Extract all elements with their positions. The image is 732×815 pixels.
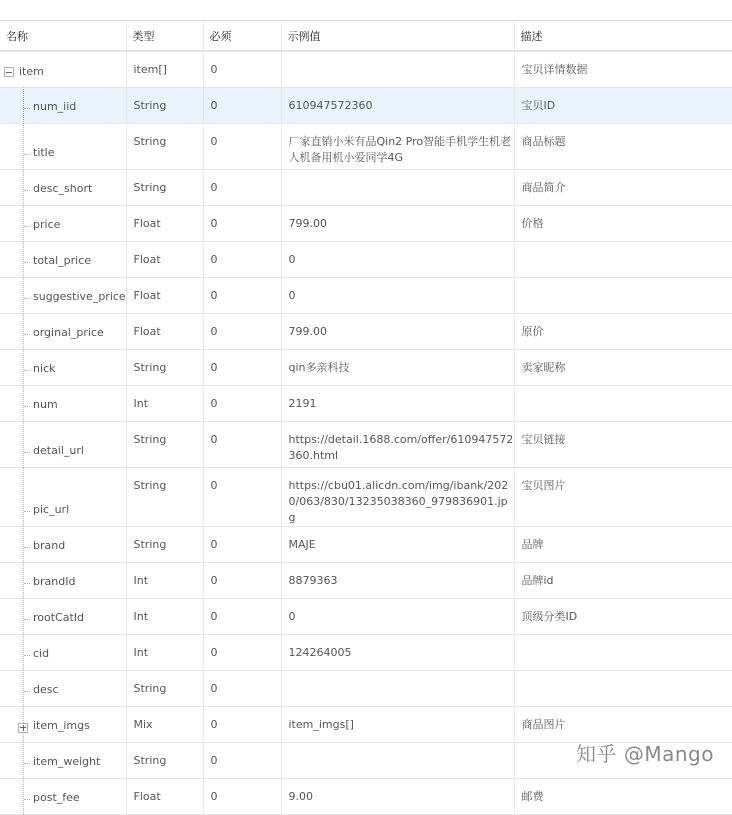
api-params-table [0, 20, 732, 815]
table-row[interactable] [0, 634, 732, 670]
cell-example: 610947572360 [281, 87, 514, 123]
tree-line [23, 313, 24, 350]
cell-type: String [126, 467, 203, 526]
field-name: pic_url [33, 502, 70, 516]
cell-name [0, 778, 126, 814]
expand-icon[interactable] [18, 723, 28, 733]
cell-description: 商品标题 [514, 123, 732, 169]
cell-description: 品牌 [514, 526, 732, 562]
table-row[interactable] [0, 778, 732, 814]
field-name: orginal_price [33, 325, 104, 339]
cell-example: 0 [281, 598, 514, 634]
cell-name [0, 385, 126, 421]
tree-branch [24, 619, 30, 620]
cell-required: 0 [203, 169, 281, 205]
table-row[interactable] [0, 421, 732, 467]
cell-name [0, 277, 126, 313]
tree-branch [24, 190, 30, 191]
cell-type: String [126, 421, 203, 467]
field-name: suggestive_price [33, 289, 126, 303]
table-row[interactable] [0, 670, 732, 706]
tree-branch [24, 226, 30, 227]
table-row[interactable] [0, 562, 732, 598]
cell-name [0, 467, 126, 526]
cell-type: Mix [126, 706, 203, 742]
tree-line [23, 241, 24, 278]
tree-line [23, 742, 24, 779]
tree-line [23, 526, 24, 563]
table-row[interactable] [0, 706, 732, 742]
cell-example: 2191 [281, 385, 514, 421]
cell-type: Float [126, 205, 203, 241]
cell-required: 0 [203, 526, 281, 562]
cell-required: 0 [203, 706, 281, 742]
collapse-icon[interactable] [4, 67, 14, 77]
tree-branch [24, 262, 30, 263]
cell-name [0, 526, 126, 562]
cell-example: 799.00 [281, 313, 514, 349]
cell-description: 商品图片 [514, 706, 732, 742]
field-name: brand [33, 538, 66, 552]
cell-name [0, 421, 126, 467]
cell-example: item_imgs[] [281, 706, 514, 742]
cell-example: 厂家直销小米有品Qin2 Pro智能手机学生机老人机备用机小爱同学4G [281, 123, 514, 169]
header-row [0, 21, 732, 52]
field-name: nick [33, 361, 56, 375]
tree-branch [24, 154, 30, 155]
cell-description: 品牌id [514, 562, 732, 598]
cell-name [0, 313, 126, 349]
cell-description: 卖家昵称 [514, 349, 732, 385]
cell-required: 0 [203, 778, 281, 814]
table-body [0, 51, 732, 814]
field-name: item [19, 65, 44, 78]
tree-line [23, 562, 24, 599]
cell-example [281, 742, 514, 778]
tree-branch [24, 334, 30, 335]
cell-name [0, 634, 126, 670]
cell-type: String [126, 670, 203, 706]
field-name: desc [33, 682, 59, 696]
tree-line [23, 123, 24, 170]
cell-required: 0 [203, 349, 281, 385]
cell-example: 0 [281, 241, 514, 277]
cell-description: 原价 [514, 313, 732, 349]
table-row[interactable] [0, 169, 732, 205]
cell-name [0, 51, 126, 87]
cell-required: 0 [203, 313, 281, 349]
cell-example: https://cbu01.alicdn.com/img/ibank/2020/063/830/13235038360_979836901.jpg [281, 467, 514, 526]
tree-line [23, 87, 24, 124]
field-name: cid [33, 646, 50, 660]
cell-required: 0 [203, 51, 281, 87]
cell-example: 124264005 [281, 634, 514, 670]
header-type[interactable]: 类型 [126, 21, 203, 52]
tree-line [23, 277, 24, 314]
cell-type: Int [126, 598, 203, 634]
tree-branch [24, 547, 30, 548]
cell-example: 799.00 [281, 205, 514, 241]
cell-type: String [126, 742, 203, 778]
tree-branch [24, 763, 30, 764]
cell-name [0, 706, 126, 742]
cell-example: qin多亲科技 [281, 349, 514, 385]
tree-line [23, 349, 24, 386]
table-row[interactable] [0, 385, 732, 421]
cell-type: Float [126, 313, 203, 349]
cell-description [514, 277, 732, 313]
header-required[interactable]: 必须 [203, 21, 281, 52]
cell-description: 宝贝ID [514, 87, 732, 123]
cell-name [0, 349, 126, 385]
cell-description: 顶级分类ID [514, 598, 732, 634]
cell-example [281, 51, 514, 87]
field-name: total_price [33, 253, 92, 267]
tree-branch [24, 691, 30, 692]
cell-type: String [126, 169, 203, 205]
field-name: price [33, 217, 61, 231]
field-name: rootCatId [33, 610, 85, 624]
tree-line [23, 205, 24, 242]
cell-type: String [126, 123, 203, 169]
cell-required: 0 [203, 241, 281, 277]
table-row[interactable] [0, 241, 732, 277]
cell-description [514, 385, 732, 421]
cell-example: MAJE [281, 526, 514, 562]
field-name: desc_short [33, 181, 93, 195]
cell-name [0, 87, 126, 123]
table-row[interactable] [0, 598, 732, 634]
field-name: num [33, 397, 58, 411]
cell-example: 9.00 [281, 778, 514, 814]
tree-line [23, 421, 24, 468]
cell-required: 0 [203, 634, 281, 670]
table-row[interactable] [0, 51, 732, 87]
table-row[interactable] [0, 349, 732, 385]
cell-type: item[] [126, 51, 203, 87]
tree-branch [24, 511, 30, 512]
cell-description [514, 241, 732, 277]
header-description[interactable]: 描述 [514, 21, 732, 52]
cell-type: Int [126, 634, 203, 670]
cell-required: 0 [203, 742, 281, 778]
table-row[interactable] [0, 205, 732, 241]
cell-required: 0 [203, 670, 281, 706]
tree-branch [24, 583, 30, 584]
tree-line [23, 634, 24, 671]
table-row[interactable] [0, 277, 732, 313]
cell-required: 0 [203, 467, 281, 526]
field-name: title [33, 145, 55, 159]
cell-type: Int [126, 385, 203, 421]
tree-line [23, 670, 24, 707]
cell-name [0, 742, 126, 778]
cell-description: 宝贝图片 [514, 467, 732, 526]
cell-required: 0 [203, 87, 281, 123]
field-name: item_imgs [33, 718, 90, 732]
header-example[interactable]: 示例值 [281, 21, 514, 52]
cell-name [0, 562, 126, 598]
tree-branch [24, 452, 30, 453]
field-name: item_weight [33, 754, 101, 768]
cell-description: 价格 [514, 205, 732, 241]
cell-name [0, 241, 126, 277]
cell-example [281, 169, 514, 205]
cell-type: Float [126, 241, 203, 277]
cell-description [514, 670, 732, 706]
cell-name [0, 169, 126, 205]
tree-branch [24, 799, 30, 800]
field-name: post_fee [33, 790, 80, 804]
cell-description: 邮费 [514, 778, 732, 814]
tree-line [23, 385, 24, 422]
cell-description: 宝贝详情数据 [514, 51, 732, 87]
table-row[interactable] [0, 123, 732, 169]
header-name[interactable]: 名称 [0, 21, 126, 52]
tree-line [23, 598, 24, 635]
cell-required: 0 [203, 385, 281, 421]
cell-name [0, 123, 126, 169]
cell-required: 0 [203, 277, 281, 313]
cell-name [0, 205, 126, 241]
tree-branch [24, 406, 30, 407]
cell-example: https://detail.1688.com/offer/610947572360.html [281, 421, 514, 467]
cell-description: 宝贝链接 [514, 421, 732, 467]
cell-example: 0 [281, 277, 514, 313]
table-row[interactable] [0, 313, 732, 349]
tree-line [23, 467, 24, 527]
cell-type: Float [126, 277, 203, 313]
tree-line [23, 169, 24, 206]
cell-name [0, 670, 126, 706]
watermark: 知乎 @Mango [576, 742, 714, 766]
tree-branch [24, 108, 30, 109]
cell-required: 0 [203, 205, 281, 241]
cell-description [514, 634, 732, 670]
cell-required: 0 [203, 598, 281, 634]
cell-example [281, 670, 514, 706]
field-name: num_iid [33, 99, 77, 113]
field-name: detail_url [33, 443, 84, 457]
cell-type: Float [126, 778, 203, 814]
cell-type: Int [126, 562, 203, 598]
cell-required: 0 [203, 421, 281, 467]
cell-type: String [126, 526, 203, 562]
cell-example: 8879363 [281, 562, 514, 598]
tree-branch [24, 370, 30, 371]
table-row[interactable] [0, 87, 732, 123]
tree-branch [24, 298, 30, 299]
cell-required: 0 [203, 123, 281, 169]
cell-type: String [126, 349, 203, 385]
cell-description: 商品简介 [514, 169, 732, 205]
tree-line [23, 778, 24, 815]
cell-required: 0 [203, 562, 281, 598]
tree-branch [24, 655, 30, 656]
cell-type: String [126, 87, 203, 123]
table-row[interactable] [0, 467, 732, 526]
field-name: brandId [33, 574, 76, 588]
cell-name [0, 598, 126, 634]
table-row[interactable] [0, 526, 732, 562]
